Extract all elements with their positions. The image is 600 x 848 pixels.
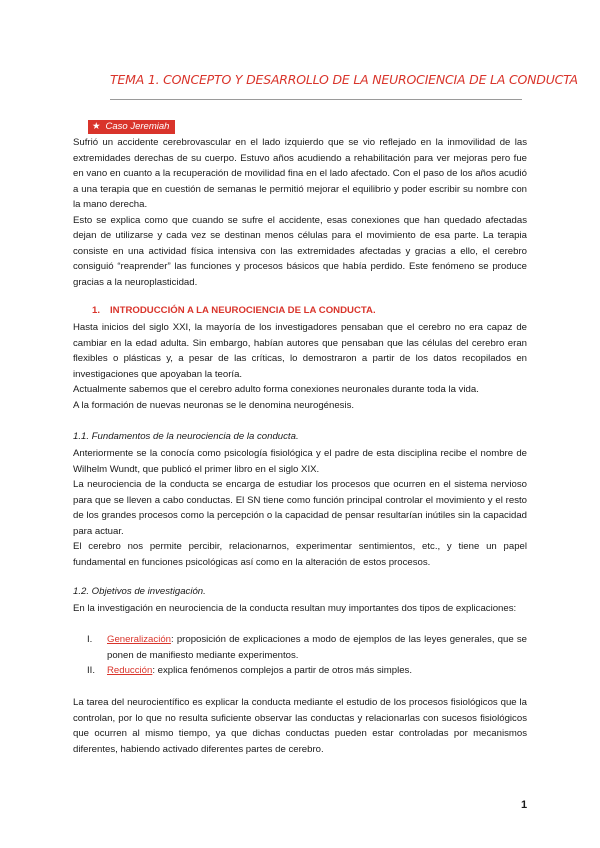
section-1-2-heading: 1.2. Objetivos de investigación. <box>73 586 206 597</box>
section-1-1-paragraph: El cerebro nos permite percibir, relacionarnos, experimentar sentimientos, etc., y tiene un papel fundamental en funciones psicológicas así como en la alteración de estos procesos. <box>73 541 527 568</box>
case-label-text: Caso Jeremiah <box>105 121 170 132</box>
case-body <box>73 135 527 290</box>
section-1-1-paragraph: La neurociencia de la conducta se encarga de estudiar los procesos que ocurren en el sistema nervioso para que se lleven a cabo conductas. El SN tiene como función principal controlar el movimiento y el resto de los grandes procesos como la percepción o la capacidad de pensar resultarían inútiles sin la capacidad para actuar. <box>73 479 527 537</box>
section-1-paragraph: Actualmente sabemos que el cerebro adulto forma conexiones neuronales durante toda la vida. <box>73 384 479 395</box>
list-item <box>73 632 527 663</box>
star-icon: ★ <box>92 121 101 132</box>
section-1-number: 1. <box>92 305 101 316</box>
list-marker: II. <box>87 665 95 676</box>
section-1-2-intro <box>73 601 527 617</box>
case-paragraph: Esto se explica como que cuando se sufre el accidente, esas conexiones que han quedado afectadas dejan de utilizarse y cada vez se destinan menos células para el movimiento de esa parte. La terapia consiste en una actividad física intensiva con las extremidades afectadas y gracias a ello, el cerebro consiguió “reaprender” las funciones y procesos básicos que había perdido. Este fenómeno se produce gracias a la neuroplasticidad. <box>73 214 527 288</box>
title-divider <box>110 99 522 100</box>
section-1-title: INTRODUCCIÓN A LA NEUROCIENCIA DE LA CONDUCTA. <box>110 305 376 316</box>
section-1-heading <box>92 305 376 316</box>
section-1-2-closing <box>73 695 527 757</box>
closing-paragraph: La tarea del neurocientífico es explicar la conducta mediante el estudio de los procesos fisiológicos que la controlan, por lo que no resulta suficiente observar las conductas y relacionarlas con sucesos fisiológicos que ocurren al mismo tiempo, ya que dichas conductas pueden estar controladas por mecanismos diferentes, habiendo activado diferentes partes de cerebro. <box>73 697 527 755</box>
section-1-body <box>73 320 527 413</box>
section-1-2-intro-text: En la investigación en neurociencia de la conducta resultan muy importantes dos tipos de explicaciones: <box>73 603 517 614</box>
list-item <box>73 663 527 679</box>
section-1-1-paragraph: Anteriormente se la conocía como psicología fisiológica y el padre de esta disciplina recibe el nombre de Wilhelm Wundt, que publicó el primer libro en el siglo XIX. <box>73 448 527 475</box>
section-1-1-body <box>73 446 527 570</box>
section-1-1-heading: 1.1. Fundamentos de la neurociencia de la conducta. <box>73 431 299 442</box>
page-number: 1 <box>521 799 528 811</box>
case-paragraph: Sufrió un accidente cerebrovascular en el lado izquierdo que se vio reflejado en la inmovilidad de las extremidades derechas de su cuerpo. Estuvo años acudiendo a rehabilitación para ver mejoras pero fue en vano en cuanto a la recuperación de movilidad fina en el lado afectado. Con el paso de los años acudió a una terapia que en cuestión de semanas le permitió mejorar el equilibrio y poder escribir su nombre con la mano derecha. <box>73 137 527 210</box>
explanation-list <box>73 632 527 679</box>
case-label-badge <box>88 120 175 134</box>
list-item-text: : explica fenómenos complejos a partir de otros más simples. <box>152 665 413 676</box>
list-marker: I. <box>87 634 93 645</box>
section-1-paragraph: A la formación de nuevas neuronas se le denomina neurogénesis. <box>73 399 355 411</box>
term-generalizacion: Generalización <box>107 634 171 645</box>
term-reduccion: Reducción <box>107 665 153 676</box>
page-title: TEMA 1. CONCEPTO Y DESARROLLO DE LA NEUROCIENCIA DE LA CONDUCTA <box>110 72 578 87</box>
section-1-paragraph: Hasta inicios del siglo XXI, la mayoría de los investigadores pensaban que el cerebro no era capaz de cambiar en la edad adulta. Sin embargo, habían autores que pensaban que las células del cerebro eran flexibles o plásticas y, a pesar de las críticas, lo demostraron a partir de los datos recopilados en investigaciones que apoyaban la teoría. <box>73 322 527 380</box>
list-item-text: : proposición de explicaciones a modo de ejemplos de las leyes generales, que se ponen de manifiesto mediante experimentos. <box>107 634 527 661</box>
